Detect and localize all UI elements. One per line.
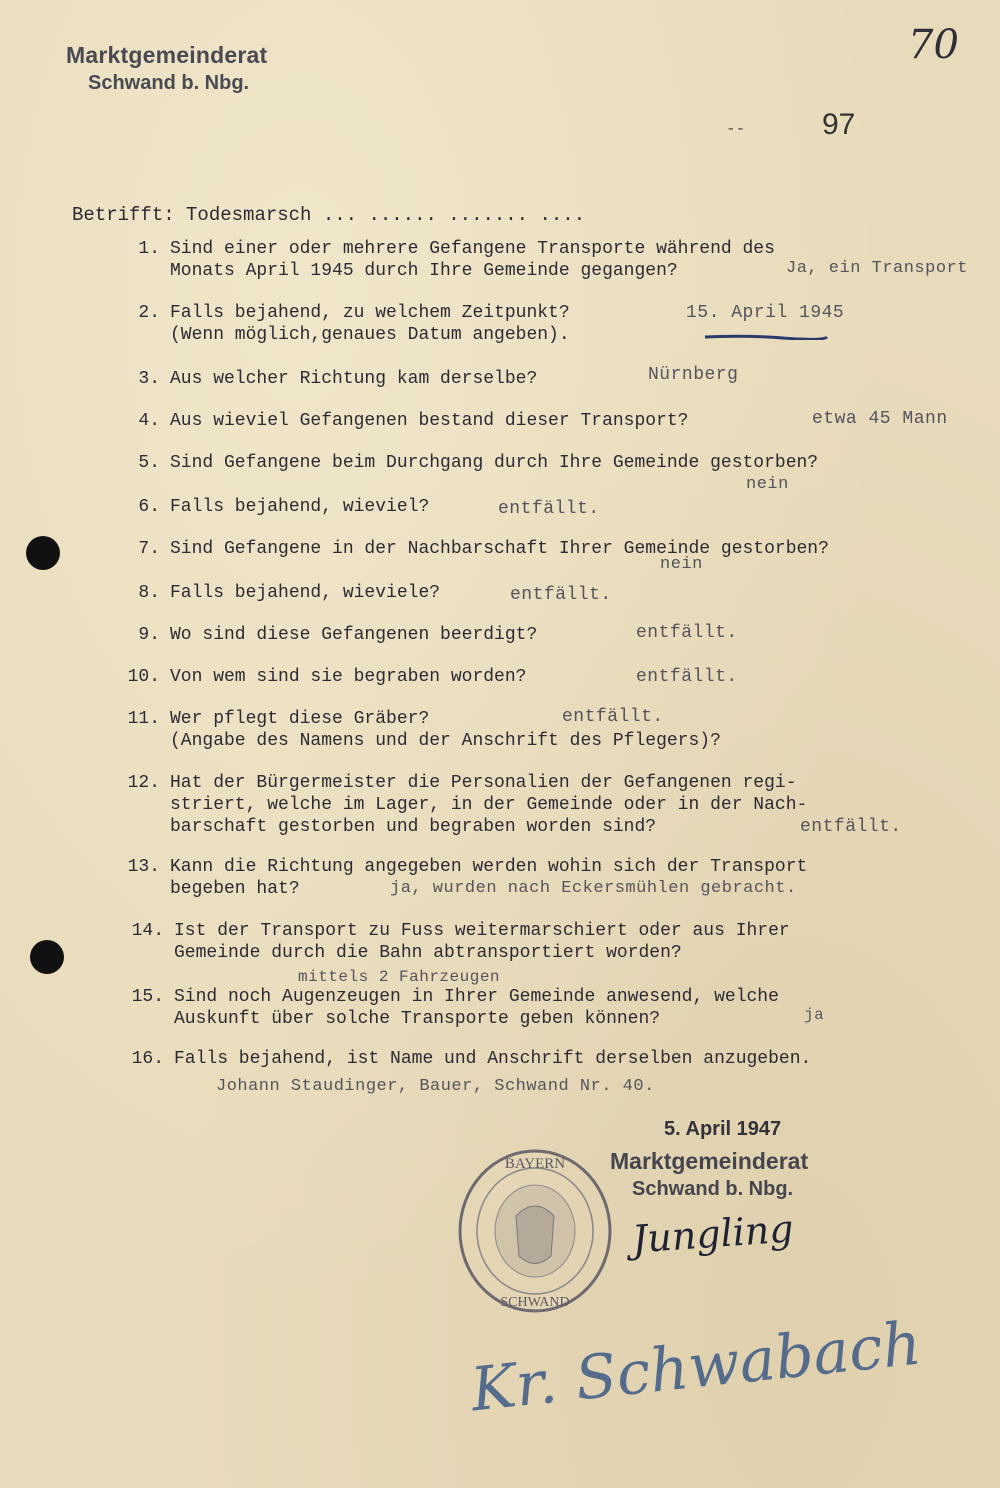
question-number: 5. <box>138 453 160 473</box>
answer-text: Ja, ein Transport <box>786 259 968 278</box>
subject-label: Betrifft: <box>72 204 175 226</box>
question-number: 3. <box>138 369 160 389</box>
question-number: 13. <box>127 857 160 877</box>
question-number: 9. <box>138 625 160 645</box>
answer-text: entfällt. <box>498 499 600 519</box>
answer-text: ja, wurden nach Eckersmühlen gebracht. <box>390 879 797 898</box>
question-text: Aus wieviel Gefangenen bestand dieser Transport? <box>170 411 689 431</box>
question-text: Wo sind diese Gefangenen beerdigt? <box>170 625 538 645</box>
letterhead-org: Marktgemeinderat <box>66 42 268 68</box>
svg-text:BAYERN: BAYERN <box>504 1156 566 1172</box>
question-text: Von wem sind sie begraben worden? <box>170 667 527 687</box>
stamp-org: Marktgemeinderat <box>610 1148 809 1174</box>
question-number: 15. <box>131 987 164 1007</box>
question-text: Ist der Transport zu Fuss weitermarschiert oder aus Ihrer Gemeinde durch die Bahn abtransportiert worden? <box>174 921 790 963</box>
question-text: Sind einer oder mehrere Gefangene Transporte während des Monats April 1945 durch Ihre Gemeinde gegangen? <box>170 239 775 281</box>
letterhead-place: Schwand b. Nbg. <box>88 72 250 94</box>
corner-handwritten-mark: 70 <box>908 22 959 68</box>
answer-text: nein <box>746 475 789 494</box>
question-text: Kann die Richtung angegeben werden wohin sich der Transport begeben hat? <box>170 857 808 899</box>
question-number: 1. <box>138 239 160 259</box>
subject-line <box>72 204 585 226</box>
question-text: Aus welcher Richtung kam derselbe? <box>170 369 538 389</box>
question-text: Falls bejahend, zu welchem Zeitpunkt? (Wenn möglich,genaues Datum angeben). <box>170 303 570 345</box>
question-text: Sind noch Augenzeugen in Ihrer Gemeinde anwesend, welche Auskunft über solche Transporte geben können? <box>174 987 779 1029</box>
stamp-date: 5. April 1947 <box>664 1118 782 1140</box>
question-number: 14. <box>131 921 164 941</box>
answer-text: Nürnberg <box>648 365 739 385</box>
question-text: Hat der Bürgermeister die Personalien der Gefangenen regi- striert, welche im Lager, in der Gemeinde oder in der Nach- barschaft gestorben und begraben worden sind? <box>170 773 808 837</box>
answer-text: ja <box>804 1006 825 1024</box>
svg-text:SCHWAND: SCHWAND <box>500 1295 570 1310</box>
answer-text: entfällt. <box>800 817 902 837</box>
question-number: 12. <box>127 773 160 793</box>
answer-text: entfällt. <box>636 667 738 687</box>
question-number: 11. <box>127 709 160 729</box>
question-number: 6. <box>138 497 160 517</box>
question-number: 7. <box>138 539 160 559</box>
question-number: 8. <box>138 583 160 603</box>
answer-text: etwa 45 Mann <box>812 409 948 429</box>
answer-text: 15. April 1945 <box>686 303 845 323</box>
punch-hole <box>26 536 60 570</box>
punch-hole <box>30 940 64 974</box>
subject-text: Todesmarsch ... ...... ....... .... <box>186 204 586 226</box>
question-text: Falls bejahend, wieviel? <box>170 497 430 517</box>
mayor-signature: Jungling <box>630 1206 795 1262</box>
question-text: Falls bejahend, ist Name und Anschrift derselben anzugeben. <box>174 1049 812 1069</box>
question-number: 4. <box>138 411 160 431</box>
answer-text: Johann Staudinger, Bauer, Schwand Nr. 40. <box>216 1077 655 1096</box>
question-text: Falls bejahend, wieviele? <box>170 583 441 603</box>
question-number: 10. <box>127 667 160 687</box>
page-number: 97 <box>822 108 856 141</box>
question-text: Sind Gefangene beim Durchgang durch Ihre Gemeinde gestorben? <box>170 453 819 473</box>
stamp-place: Schwand b. Nbg. <box>632 1178 794 1200</box>
answer-text: entfällt. <box>562 707 664 727</box>
question-number: 16. <box>131 1049 164 1069</box>
page-dash: -- <box>726 120 746 138</box>
question-text: Wer pflegt diese Gräber? (Angabe des Namens und der Anschrift des Pflegers)? <box>170 709 721 751</box>
question-text: Sind Gefangene in der Nachbarschaft Ihrer Gemeinde gestorben? <box>170 539 829 559</box>
answer-text: entfällt. <box>510 585 612 605</box>
answer-underline <box>703 334 829 340</box>
answer-text: mittels 2 Fahrzeugen <box>298 968 501 986</box>
question-number: 2. <box>138 303 160 323</box>
official-seal <box>456 1146 614 1316</box>
answer-text: entfällt. <box>636 623 738 643</box>
handwritten-note-bottom: Kr. Schwabach <box>467 1308 925 1426</box>
answer-text: nein <box>660 555 703 574</box>
